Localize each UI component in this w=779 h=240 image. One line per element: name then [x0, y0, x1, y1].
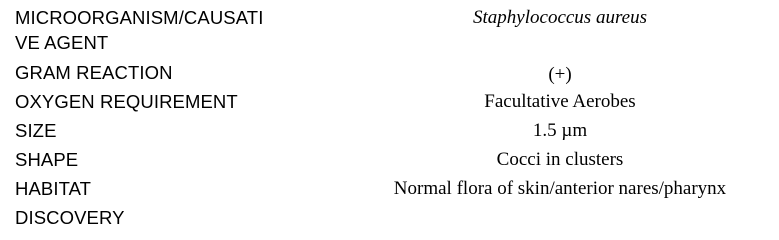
- row-label-shape: SHAPE: [15, 149, 79, 170]
- row-value-oxygen-requirement: Facultative Aerobes: [484, 91, 636, 112]
- row-value-microorganism: Staphylococcus aureus: [473, 7, 647, 28]
- row-value-shape: Cocci in clusters: [496, 149, 624, 170]
- row-label-oxygen-requirement: OXYGEN REQUIREMENT: [15, 91, 238, 112]
- row-label-habitat: HABITAT: [15, 178, 92, 199]
- row-label-size: SIZE: [15, 120, 57, 141]
- row-label-microorganism-line2: VE AGENT: [15, 32, 109, 53]
- row-value-gram-reaction: (+): [548, 64, 572, 85]
- row-value-habitat: Normal flora of skin/anterior nares/pharynx: [393, 178, 727, 199]
- row-label-gram-reaction: GRAM REACTION: [15, 62, 173, 83]
- row-label-discovery: DISCOVERY: [15, 207, 125, 228]
- row-label-microorganism-line1: MICROORGANISM/CAUSATI: [15, 7, 264, 28]
- row-value-size: 1.5 µm: [532, 120, 588, 141]
